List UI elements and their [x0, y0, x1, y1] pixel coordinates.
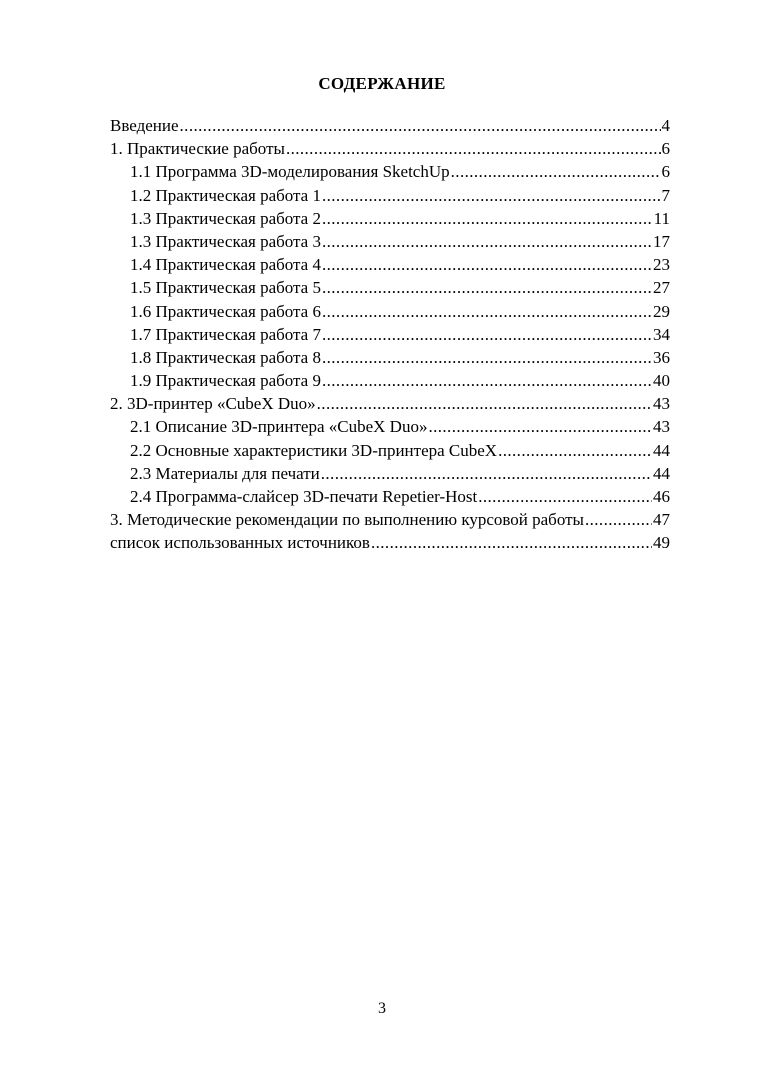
toc-entry-page: 47	[653, 510, 670, 530]
toc-entry-label: 1.3 Практическая работа 2	[130, 208, 321, 228]
toc-entry-page: 40	[653, 371, 670, 391]
toc-entry[interactable]	[110, 392, 670, 415]
toc-entry-page: 6	[661, 139, 670, 159]
toc-entry[interactable]	[110, 346, 670, 369]
toc-entry-page: 34	[653, 324, 670, 344]
toc-entry-label: 2. 3D-принтер «CubeX Duo»	[110, 394, 316, 414]
toc-leader-dots	[322, 253, 652, 276]
toc-entry-page: 44	[653, 463, 670, 483]
toc-entry[interactable]	[110, 207, 670, 230]
toc-leader-dots	[428, 415, 652, 438]
toc-entry-label: 1.6 Практическая работа 6	[130, 301, 321, 321]
toc-leader-dots	[180, 114, 661, 137]
toc-leader-dots	[322, 323, 652, 346]
toc-leader-dots	[317, 392, 652, 415]
toc-entry[interactable]	[110, 160, 670, 183]
toc-entry-label: 2.2 Основные характеристики 3D-принтера CubeX	[130, 440, 498, 460]
toc-entry-label: 2.1 Описание 3D-принтера «CubeX Duo»	[130, 417, 428, 437]
toc-entry[interactable]	[110, 230, 670, 253]
toc-leader-dots	[322, 300, 652, 323]
toc-leader-dots	[371, 531, 652, 554]
toc-leader-dots	[322, 276, 652, 299]
toc-entry[interactable]	[110, 485, 670, 508]
toc-entry[interactable]	[110, 462, 670, 485]
toc-leader-dots	[322, 207, 653, 230]
toc-leader-dots	[498, 439, 652, 462]
toc-entry[interactable]	[110, 369, 670, 392]
toc-entry[interactable]	[110, 439, 670, 462]
toc-leader-dots	[585, 508, 652, 531]
toc-entry-label: 1.8 Практическая работа 8	[130, 347, 321, 367]
toc-entry-page: 4	[661, 116, 670, 135]
toc-entry[interactable]	[110, 508, 670, 531]
toc-leader-dots	[322, 346, 652, 369]
toc-entry[interactable]	[110, 323, 670, 346]
toc-entry-label: 1.5 Практическая работа 5	[130, 278, 321, 298]
toc-entry[interactable]	[110, 276, 670, 299]
toc-entry-page: 36	[653, 347, 670, 367]
toc-entry-label: 3. Методические рекомендации по выполнению курсовой работы	[110, 510, 584, 530]
toc-entry-page: 49	[653, 533, 670, 553]
toc-entry-page: 17	[653, 231, 670, 251]
toc-leader-dots	[322, 369, 652, 392]
toc-entry-label: 1.9 Практическая работа 9	[130, 371, 321, 391]
toc-leader-dots	[286, 137, 661, 160]
page-number: 3	[378, 1000, 386, 1017]
toc-leader-dots	[321, 462, 652, 485]
toc-entry-page: 11	[653, 208, 670, 228]
toc-entry[interactable]	[110, 253, 670, 276]
toc-entry[interactable]	[110, 137, 670, 160]
toc-entry[interactable]	[110, 114, 670, 137]
toc-entry[interactable]	[110, 184, 670, 207]
toc-entry-page: 23	[653, 255, 670, 275]
toc-entry-label: 2.4 Программа-слайсер 3D-печати Repetier-Host	[130, 487, 478, 506]
toc-entry-label: 1.7 Практическая работа 7	[130, 324, 321, 344]
toc-entry-label: 1.4 Практическая работа 4	[130, 255, 321, 275]
toc-entry-page: 43	[653, 394, 670, 414]
toc-entry-page: 27	[653, 278, 670, 298]
toc-entry-label: список использованных источников	[110, 533, 370, 553]
toc-entry-page: 46	[653, 487, 670, 506]
toc-entry-page: 7	[661, 185, 670, 205]
toc-entry[interactable]	[110, 300, 670, 323]
toc-entry-page: 6	[661, 162, 670, 182]
toc-entry-page: 29	[653, 301, 670, 321]
toc-leader-dots	[322, 184, 661, 207]
toc-leader-dots	[322, 230, 652, 253]
toc-leader-dots	[451, 160, 661, 183]
toc-leader-dots	[478, 485, 652, 508]
toc-entry-label: 2.3 Материалы для печати	[130, 463, 320, 483]
toc-title: СОДЕРЖАНИЕ	[318, 74, 446, 93]
toc-entry[interactable]	[110, 531, 670, 554]
table-of-contents	[110, 114, 670, 555]
toc-entry-page: 44	[653, 440, 670, 460]
toc-entry-page: 43	[653, 417, 670, 437]
toc-entry-label: 1.2 Практическая работа 1	[130, 185, 321, 205]
toc-entry-label: 1.3 Практическая работа 3	[130, 231, 321, 251]
toc-entry-label: Введение	[110, 116, 179, 135]
toc-entry-label: 1.1 Программа 3D-моделирования SketchUp	[130, 162, 450, 182]
toc-entry[interactable]	[110, 415, 670, 438]
toc-entry-label: 1. Практические работы	[110, 139, 285, 159]
